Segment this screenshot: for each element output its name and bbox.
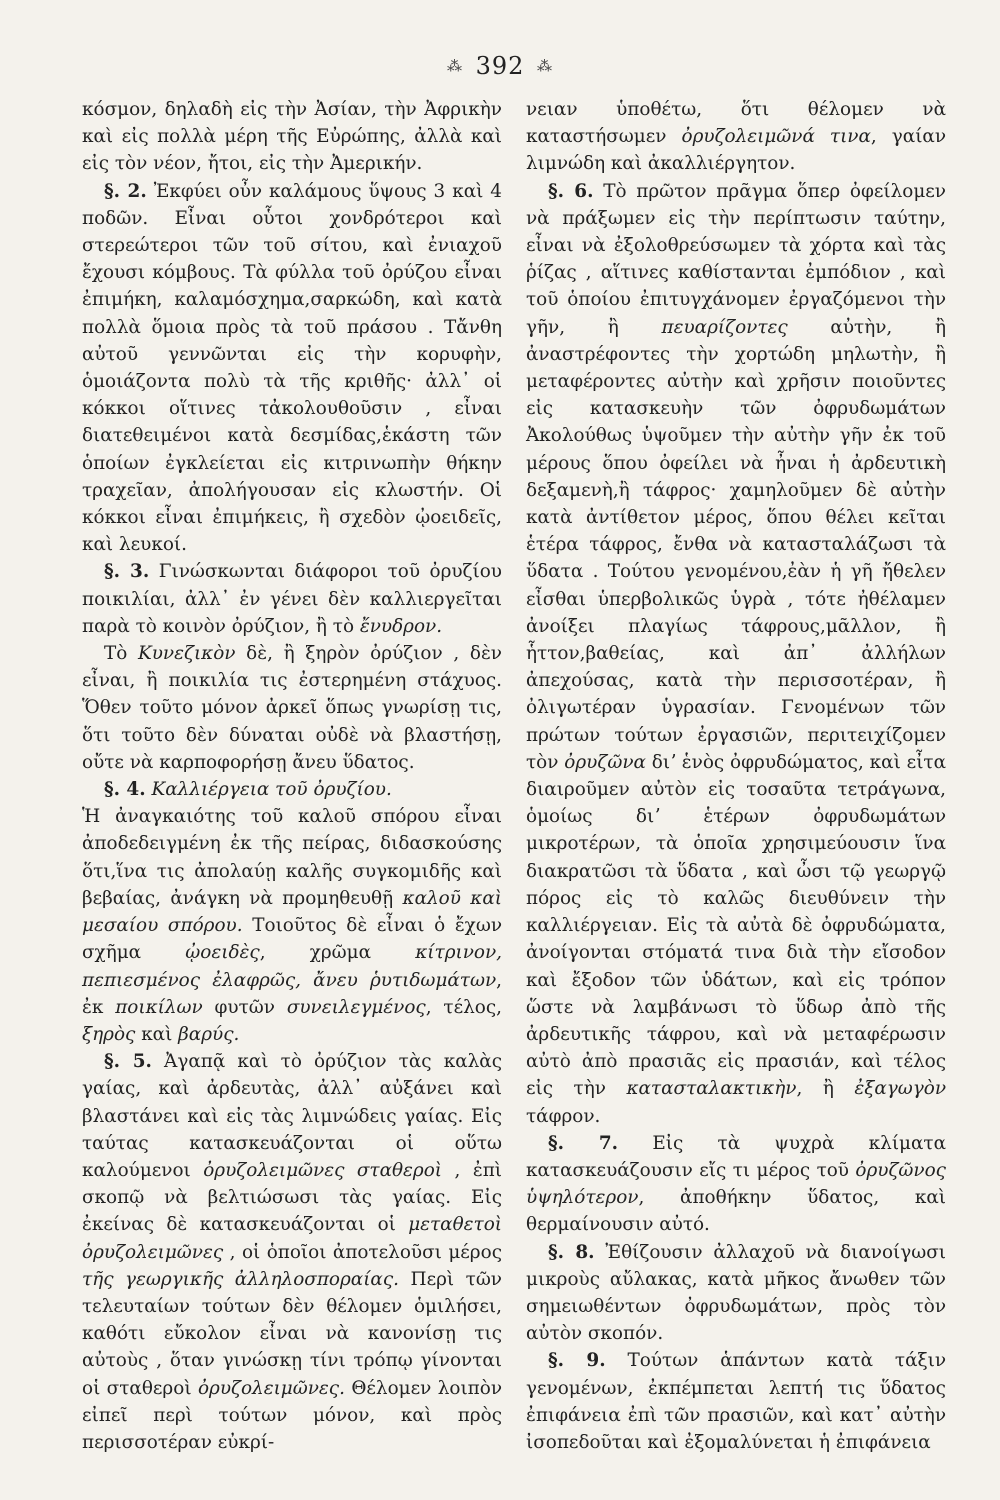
paragraph [526,1239,946,1348]
italic-term: ᾠοειδὲς [185,942,260,964]
text-run: , ἐπὶ σκοπῷ νὰ βελτιώσωσι τὰς γαίας. Εἰς ἐκείνας δὲ κατασκευάζονται οἱ [82,1159,502,1236]
text-run: , οἱ ὁποῖοι ἀποτελοῦσι μέρος [223,1241,502,1263]
paragraph [82,178,502,559]
text-run: Τούτων ἁπάντων κατὰ τάξιν γενομένων, ἐκπέμπεται λεπτή τις ὕδατος ἐπιφάνεια ἐπὶ τῶν πρασιῶν, καὶ κατ᾽ αὐτὴν ἰσοπεδοῦται καὶ ἐξομαλύνεται ἡ ἐπιφάνεια [526,1350,947,1453]
italic-term: ἔνυδρον. [359,615,443,637]
text-run: , τέλος, [425,996,502,1018]
section-number: §. 6. [548,180,594,202]
ornament-right-icon: ⁂ [537,57,554,75]
italic-term: ὀρυζολειμῶνά τινα [681,126,871,148]
text-run: Εἰς τὰ ψυχρὰ κλίματα κατασκευάζουσιν εἴς τι μέρος τοῦ [526,1132,947,1181]
section-number: §. 7. [548,1132,619,1154]
italic-term: Κυνεζικὸν [138,643,236,665]
text-run: Τὸ πρῶτον πρᾶγμα ὅπερ ὀφείλομεν νὰ πράξωμεν εἰς τὴν περίπτωσιν ταύτην, εἶναι νὰ ἐξολοθρεύσωμεν τὰ χόρτα καὶ τὰς ῥίζας , αἵτινες καθίστανται ἐμπόδιον , καὶ τοῦ ὁποίου ἐπιτυγχάνομεν ἐργαζόμενοι τὴν γῆν, ἢ [526,180,946,338]
italic-term: ὀρυζῶνα [564,751,646,773]
text-run: Τὸ [104,643,139,665]
italic-term: συνειλεγμένος [286,996,426,1018]
paragraph [82,558,502,640]
ornament-left-icon: ⁂ [446,57,463,75]
italic-term: ποικίλων [115,996,203,1018]
text-run: Ἡ ἀναγκαιότης τοῦ καλοῦ σπόρου εἶναι ἀποδεδειγμένη ἐκ τῆς πείρας, διδασκούσης ὅτι,ἵνα τις ἀπολαύῃ καλῆς συγκομιδῆς καὶ βεβαίας, ἀνάγκη νὰ προμηθευθῇ [82,806,502,909]
text-run: Ἐθίζουσιν ἀλλαχοῦ νὰ διανοίγωσι μικροὺς αὔλακας, κατὰ μῆκος ἄνωθεν τῶν σημειωθέντων ὀφρυδωμάτων, πρὸς τὸν αὐτὸν σκοπόν. [526,1241,946,1345]
paragraph [82,640,502,776]
italic-term: βαρύς. [178,1023,240,1045]
text-run: διʼ ἑνὸς ὀφρυδώματος, καὶ εἶτα διαιροῦμεν αὐτὸν εἰς τοσαῦτα τετράγωνα, ὁμοίως διʼ ἑτέρων ὀφρυδωμάτων μικροτέρων, τὰ ὁποῖα χρησιμεύουσιν ἵνα διακρατῶσι τὰ ὕδατα , καὶ ὦσι τῷ γεωργῷ πόρος εἰς τὸ καλῶς διευθύνειν τὴν καλλιέργειαν. Εἰς τὰ αὐτὰ δὲ ὀφρυδώματα, ἀνοίγονται στόματά τινα διὰ τὴν εἴσοδον καὶ ἔξοδον τῶν ὑδάτων, καὶ εἰς τρόπον ὥστε νὰ λαμβάνωσι τὸ ὕδωρ ἀπὸ τῆς ἀρδευτικῆς τάφρου, καὶ νὰ μεταφέρωσιν αὐτὸ ἀπὸ πρασιᾶς εἰς πρασιάν, καὶ τέλος εἰς τὴν [526,751,946,1100]
text-run: , χρῶμα [259,942,416,964]
italic-term: μεταθετοὶ ὀρυζολειμῶνες [82,1214,502,1263]
italic-term: κατασταλακτικὴν [626,1078,797,1100]
text-run: Ἐκφύει οὖν καλάμους ὕψους 3 καὶ 4 ποδῶν. Εἶναι οὗτοι χονδρότεροι καὶ στερεώτεροι τῶν τοῦ σίτου, καὶ ἐνιαχοῦ ἔχουσι κόμβους. Τὰ φύλλα τοῦ ὀρύζου εἶναι ἐπιμήκη, καλαμόσχημα,σαρκώδη, καὶ κατὰ πολλὰ ὅμοια πρὸς τὰ τοῦ πράσου . Τἄνθη αὐτοῦ γεννῶνται εἰς τὴν κορυφὴν, ὁμοιάζοντα πολὺ τὰ τῆς κριθῆς· ἀλλ᾽ οἱ κόκκοι οἵτινες τἀκολουθοῦσιν , εἶναι διατεθειμένοι κατὰ δεσμίδας,ἑκάστη τῶν ὁποίων ἐγκλείεται εἰς κιτρινωπὴν θήκην τραχεῖαν, ἀπολήγουσαν εἰς κλωστήν. Οἱ κόκκοι εἶναι ἐπιμήκεις, ἢ σχεδὸν ᾠοειδεῖς, καὶ λευκοί. [82,180,502,556]
paragraph [526,1130,946,1239]
italic-term: πευαρίζοντες [661,316,788,338]
text-run: αὐτὴν, ἢ ἀναστρέφοντες τὴν χορτώδη μηλωτὴν, ἢ μεταφέροντες αὐτὴν καὶ χρῆσιν ποιοῦντες εἰς κατασκευὴν τῶν ὀφρυδωμάτων Ἀκολούθως ὑψοῦμεν τὴν αὐτὴν γῆν ἐκ τοῦ μέρους ὅπου ὀφείλει νὰ ἦναι ἡ ἀρδευτικὴ δεξαμενὴ,ἢ τάφρος· χαμηλοῦμεν δὲ αὐτὴν κατὰ ἀντίθετον μέρος, ὅπου θέλει κεῖται ἑτέρα τάφρος, ἔνθα νὰ κατασταλάζωσι τὰ ὕδατα . Τούτου γενομένου,ἐὰν ἡ γῆ ἤθελεν εἶσθαι ὑπερβολικῶς ὑγρὰ , τότε ἠθέλαμεν ἀνοίξει πλαγίως τάφρους,μᾶλλον, ἢ ἧττον,βαθείας, καὶ ἀπ᾽ ἀλλήλων ἀπεχούσας, κατὰ τὴν περισσοτέραν, ἢ ὀλιγωτέραν ὑγρασίαν. Γενομένων τῶν πρώτων τούτων ἐργασιῶν, περιτειχίζομεν τὸν [526,316,947,773]
text-run: Περὶ τῶν τελευταίων τούτων δὲν θέλομεν ὁμιλήσει, καθότι εὔκολον εἶναι νὰ κανονίσῃ τις αὐτοὺς , ὅταν γινώσκῃ τίνι τρόπῳ γίνονται οἱ σταθεροὶ [82,1268,502,1399]
section-number: §. 4. [104,779,146,801]
text-run: φυτῶν [202,996,287,1018]
italic-term: κίτρινον, πεπιεσμένος ἐλαφρῶς, ἄνευ ῥυτιδωμάτων [82,942,502,991]
text-run: κόσμον, δηλαδὴ εἰς τὴν Ἀσίαν, τὴν Ἀφρικὴν καὶ εἰς πολλὰ μέρη τῆς Εὐρώπης, ἀλλὰ καὶ εἰς τὸν νέον, ἤτοι, εἰς τὴν Ἀμερικήν. [82,99,502,175]
text-run: Γινώσκωνται διάφοροι τοῦ ὀρυζίου ποικιλίαι, ἀλλ᾽ ἐν γένει δὲν καλλιεργεῖται παρὰ τὸ κοινὸν ὀρύζιον, ἢ τὸ [82,561,502,637]
italic-term: ἐξαγωγὸν [854,1078,947,1100]
paragraph [526,96,946,178]
text-run: τάφρον. [526,1105,601,1127]
italic-term: ὀρυζῶνος ὑψηλότερον [526,1159,946,1209]
italic-term: τῆς γεωργικῆς ἀλληλοσποραίας. [82,1268,399,1290]
text-run: , ἐκ [82,969,502,1018]
text-run: , ἢ [796,1078,855,1100]
paragraph [526,1347,946,1456]
italic-term: ξηρὸς [82,1023,136,1045]
text-run: , γαίαν λιμνώδη καὶ ἀκαλλιέργητον. [526,126,947,175]
italic-term: ὀρυζολειμῶνες. [197,1377,345,1399]
left-column [82,96,502,1456]
section-number: §. 5. [104,1051,152,1073]
italic-term: ὀρυζολειμῶνες σταθεροὶ [203,1159,443,1181]
paragraph [82,776,502,803]
section-number: §. 2. [104,180,147,202]
text-run: δὲ, ἢ ξηρὸν ὀρύζιον , δὲν εἶναι, ἢ ποικιλία τις ἐστερημένη στάχυος. Ὅθεν τοῦτο μόνον ἀρκεῖ ὅπως γνωρίσῃ τις, ὅτι τοῦτο δὲν δύναται οὐδὲ νὰ βλαστήσῃ, οὔτε νὰ καρποφορήσῃ ἄνευ ὕδατος. [82,643,502,773]
text-run: , ἀποθήκην ὕδατος, καὶ θερμαίνουσιν αὐτό. [526,1187,946,1236]
italic-term: Καλλιέργεια τοῦ ὀρυζίου. [151,779,392,801]
section-number: §. 3. [104,561,150,583]
text-run: Τοιοῦτος δὲ εἶναι ὁ ἔχων σχῆμα [82,915,503,964]
paragraph [526,178,946,1130]
text-run: νειαν ὑποθέτω, ὅτι θέλομεν νὰ καταστήσωμεν [526,99,946,148]
right-column [526,96,946,1456]
section-number: §. 9. [548,1350,606,1372]
page-header [0,52,1000,80]
text-run: καὶ [135,1023,179,1045]
italic-term: καλοῦ καὶ μεσαίου σπόρου. [82,887,502,937]
paragraph [82,1048,502,1456]
section-number: §. 8. [548,1241,595,1263]
text-run: Ἀγαπᾷ καὶ τὸ ὀρύζιον τὰς καλὰς γαίας, καὶ ἀρδευτὰς, ἀλλ᾽ αὐξάνει καὶ βλαστάνει καὶ εἰς τὰς λιμνώδεις γαίας. Εἰς ταύτας κατασκευάζονται οἱ οὕτω καλούμενοι [82,1051,502,1181]
paragraph [82,803,502,1048]
text-run: Θέλομεν λοιπὸν εἰπεῖ περὶ τούτων μόνον, καὶ πρὸς περισσοτέραν εὐκρί- [82,1377,502,1453]
page-number: 392 [475,52,525,80]
paragraph [82,96,502,178]
